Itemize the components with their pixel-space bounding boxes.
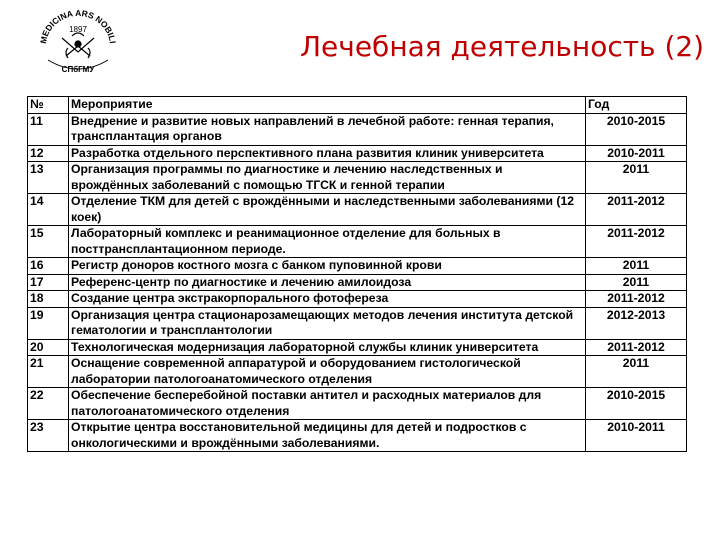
row-event: Технологическая модернизация лабораторной службы клиник университета [69, 339, 586, 356]
row-num: 15 [28, 226, 69, 258]
row-year: 2010-2011 [586, 145, 687, 162]
row-year: 2011 [586, 162, 687, 194]
row-event: Обеспечение бесперебойной поставки антител и расходных материалов для патологоанатомического отделения [69, 388, 586, 420]
row-event: Внедрение и развитие новых направлений в лечебной работе: генная терапия, трансплантация органов [69, 113, 586, 145]
header-year: Год [586, 97, 687, 114]
row-num: 22 [28, 388, 69, 420]
table-row [28, 274, 687, 291]
table-row [28, 420, 687, 452]
row-event: Организация программы по диагностике и лечению наследственных и врождённых заболеваний с помощью ТГСК и генной терапии [69, 162, 586, 194]
row-year: 2011 [586, 274, 687, 291]
row-num: 12 [28, 145, 69, 162]
row-num: 20 [28, 339, 69, 356]
row-num: 21 [28, 356, 69, 388]
activities-table [27, 96, 687, 452]
logo-arc-text: MEDICINA ARS NOBILI [37, 8, 118, 45]
row-event: Создание центра экстракорпорального фотофереза [69, 291, 586, 308]
page-title: Лечебная деятельность (2) [300, 30, 705, 63]
row-year: 2011-2012 [586, 339, 687, 356]
table-row [28, 307, 687, 339]
table-row [28, 339, 687, 356]
row-year: 2010-2015 [586, 388, 687, 420]
header-event: Мероприятие [69, 97, 586, 114]
row-num: 13 [28, 162, 69, 194]
logo-year: 1897 [69, 25, 87, 34]
emblem-figure-icon [62, 33, 94, 58]
row-year: 2011-2012 [586, 226, 687, 258]
row-year: 2011 [586, 356, 687, 388]
row-year: 2011 [586, 258, 687, 275]
row-year: 2011-2012 [586, 194, 687, 226]
row-year: 2010-2015 [586, 113, 687, 145]
table-row [28, 388, 687, 420]
row-num: 17 [28, 274, 69, 291]
row-event: Организация центра стационарозамещающих методов лечения института детской гематологии и трансплантологии [69, 307, 586, 339]
row-event: Референс-центр по диагностике и лечению амилоидоза [69, 274, 586, 291]
row-event: Отделение ТКМ для детей с врождёнными и наследственными заболеваниями (12 коек) [69, 194, 586, 226]
row-event: Регистр доноров костного мозга с банком пуповинной крови [69, 258, 586, 275]
row-year: 2011-2012 [586, 291, 687, 308]
table-row [28, 194, 687, 226]
row-year: 2012-2013 [586, 307, 687, 339]
table-row [28, 226, 687, 258]
row-num: 18 [28, 291, 69, 308]
table-row [28, 162, 687, 194]
row-num: 23 [28, 420, 69, 452]
row-event: Открытие центра восстановительной медицины для детей и подростков с онкологическими и врождёнными заболеваниями. [69, 420, 586, 452]
row-event: Разработка отдельного перспективного плана развития клиник университета [69, 145, 586, 162]
table-row [28, 258, 687, 275]
row-num: 19 [28, 307, 69, 339]
row-num: 16 [28, 258, 69, 275]
table-row [28, 291, 687, 308]
table-row [28, 356, 687, 388]
table-row [28, 113, 687, 145]
row-year: 2010-2011 [586, 420, 687, 452]
row-event: Лабораторный комплекс и реанимационное отделение для больных в посттрансплантационном периоде. [69, 226, 586, 258]
table-header-row [28, 97, 687, 114]
row-num: 14 [28, 194, 69, 226]
row-event: Оснащение современной аппаратурой и оборудованием гистологической лаборатории патологоанатомического отделения [69, 356, 586, 388]
logo-abbr: СПбГМУ [61, 65, 95, 74]
university-logo [28, 8, 128, 80]
header-num: № [28, 97, 69, 114]
row-num: 11 [28, 113, 69, 145]
table-row [28, 145, 687, 162]
